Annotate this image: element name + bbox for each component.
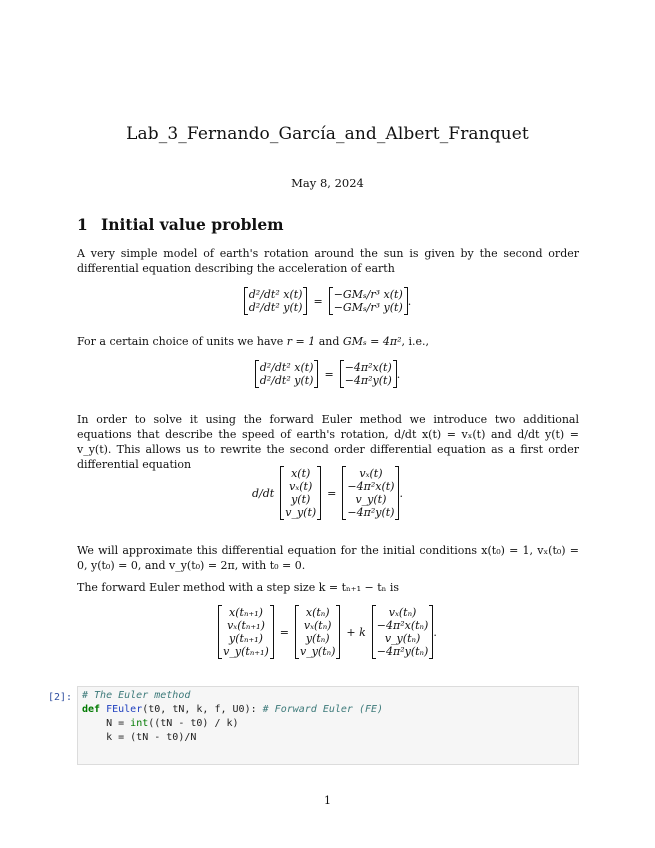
eq3-rhs-row: vₓ(t) — [359, 467, 383, 480]
eq1-lhs-vector — [244, 287, 308, 315]
code-args: (t0, tN, k, f, U0): — [142, 704, 263, 715]
eq3-rhs-row: −4π²y(t) — [347, 506, 395, 519]
code-comment: # Forward Euler (FE) — [262, 704, 384, 715]
equation-first-order-system — [0, 466, 655, 520]
equation-acceleration-units — [0, 360, 655, 388]
page-number: 1 — [324, 794, 331, 807]
paragraph-units — [77, 334, 579, 349]
paragraph-step-size: The forward Euler method with a step size k = tₙ₊₁ − tₙ is — [77, 581, 400, 594]
code-builtin: int — [130, 718, 149, 729]
cell-prompt: [2]: — [48, 692, 73, 703]
eq1-lhs-row: d²/dt² y(t) — [248, 301, 303, 314]
eq1-lhs-row: d²/dt² x(t) — [248, 288, 303, 301]
eq4-rhs-row: −4π²x(tₙ) — [376, 619, 429, 632]
code-text: N = — [82, 718, 131, 729]
eq1-rhs-row: −GMₛ/r³ y(t) — [333, 301, 403, 314]
code-text: ((tN - t0) / k) — [148, 718, 239, 729]
document-title: Lab_3_Fernando_García_and_Albert_Franquet — [126, 124, 529, 144]
code-text: k = (tN - t0)/N — [82, 732, 197, 743]
eq3-rhs-vector — [342, 466, 399, 520]
code-keyword: def — [82, 704, 101, 715]
eq4-rhs-vector — [372, 605, 434, 659]
eq3-rhs-row: v_y(t) — [355, 493, 387, 506]
eq3-lhs-row: y(t) — [291, 493, 311, 506]
eq2-lhs-row: d²/dt² y(t) — [259, 374, 314, 387]
text-run: and — [315, 335, 343, 348]
eq2-lhs-vector — [255, 360, 319, 388]
eq1-rhs-row: −GMₛ/r³ x(t) — [333, 288, 403, 301]
eq4-rhs-row: vₓ(tₙ) — [388, 606, 417, 619]
equation-forward-euler — [0, 605, 655, 659]
paragraph-initial-conditions: We will approximate this differential equation for the initial conditions x(t₀) = 1, vₓ(t₀) = 0, y(t₀) = 0, and v_y(t₀) = 2π, with t₀ = 0. — [77, 544, 579, 572]
equals-sign: = — [327, 486, 337, 500]
eq4-lhs-row: x(tₙ₊₁) — [229, 606, 263, 619]
eq2-lhs-row: d²/dt² x(t) — [259, 361, 314, 374]
paragraph-intro: A very simple model of earth's rotation around the sun is given by the second order differential equation describing the acceleration of earth — [77, 247, 579, 275]
code-function-name: FEuler — [106, 704, 143, 715]
equals-sign: = — [313, 294, 323, 308]
eq4-rhs-row: v_y(tₙ) — [384, 632, 421, 645]
eq4-rhs-row: −4π²y(tₙ) — [376, 645, 429, 658]
code-comment: # The Euler method — [82, 690, 191, 701]
eq4-mid-row: v_y(tₙ) — [300, 645, 336, 658]
step-size-term: + k — [346, 625, 366, 639]
section-number: 1 — [77, 215, 88, 234]
eq2-rhs-row: −4π²x(t) — [344, 361, 392, 374]
eq3-lhs-row: v_y(t) — [285, 506, 317, 519]
math-run: GMₛ = 4π² — [342, 335, 402, 348]
eq4-lhs-row: vₓ(tₙ₊₁) — [227, 619, 265, 632]
eq4-lhs-row: v_y(tₙ₊₁) — [223, 645, 269, 658]
eq3-lhs-row: x(t) — [291, 467, 311, 480]
section-title: Initial value problem — [101, 215, 284, 234]
period: . — [433, 625, 437, 639]
period: . — [396, 367, 401, 381]
section-heading — [77, 215, 284, 234]
paragraph-euler-intro: In order to solve it using the forward Euler method we introduce two additional equations that describe the speed of earth's rotation, d/dt x(t) = vₓ(t) and d/dt y(t) = v_y(t). This allows us to rewrite the second order differential equation as a first order differential equation — [77, 413, 579, 471]
eq3-lhs-row: vₓ(t) — [289, 480, 313, 493]
document-date: May 8, 2024 — [291, 176, 364, 190]
eq4-mid-vector — [295, 605, 340, 659]
equals-sign: = — [279, 625, 289, 639]
eq3-lhs-vector — [280, 466, 321, 520]
equals-sign: = — [324, 367, 334, 381]
derivative-operator: d/dt — [252, 486, 275, 500]
period: . — [399, 486, 403, 500]
eq2-rhs-row: −4π²y(t) — [344, 374, 392, 387]
math-run: r = 1 — [286, 335, 316, 348]
eq4-lhs-vector — [218, 605, 274, 659]
equation-acceleration — [0, 287, 655, 315]
eq1-rhs-vector — [329, 287, 408, 315]
text-run: For a certain choice of units we have — [77, 335, 287, 348]
eq3-rhs-row: −4π²x(t) — [347, 480, 395, 493]
eq2-rhs-vector — [340, 360, 397, 388]
period: . — [407, 294, 412, 308]
eq4-mid-row: x(tₙ) — [305, 606, 330, 619]
eq4-mid-row: y(tₙ) — [305, 632, 330, 645]
eq4-lhs-row: y(tₙ₊₁) — [229, 632, 263, 645]
code-block[interactable] — [82, 689, 383, 745]
eq4-mid-row: vₓ(tₙ) — [303, 619, 332, 632]
text-run: , i.e., — [401, 335, 430, 348]
